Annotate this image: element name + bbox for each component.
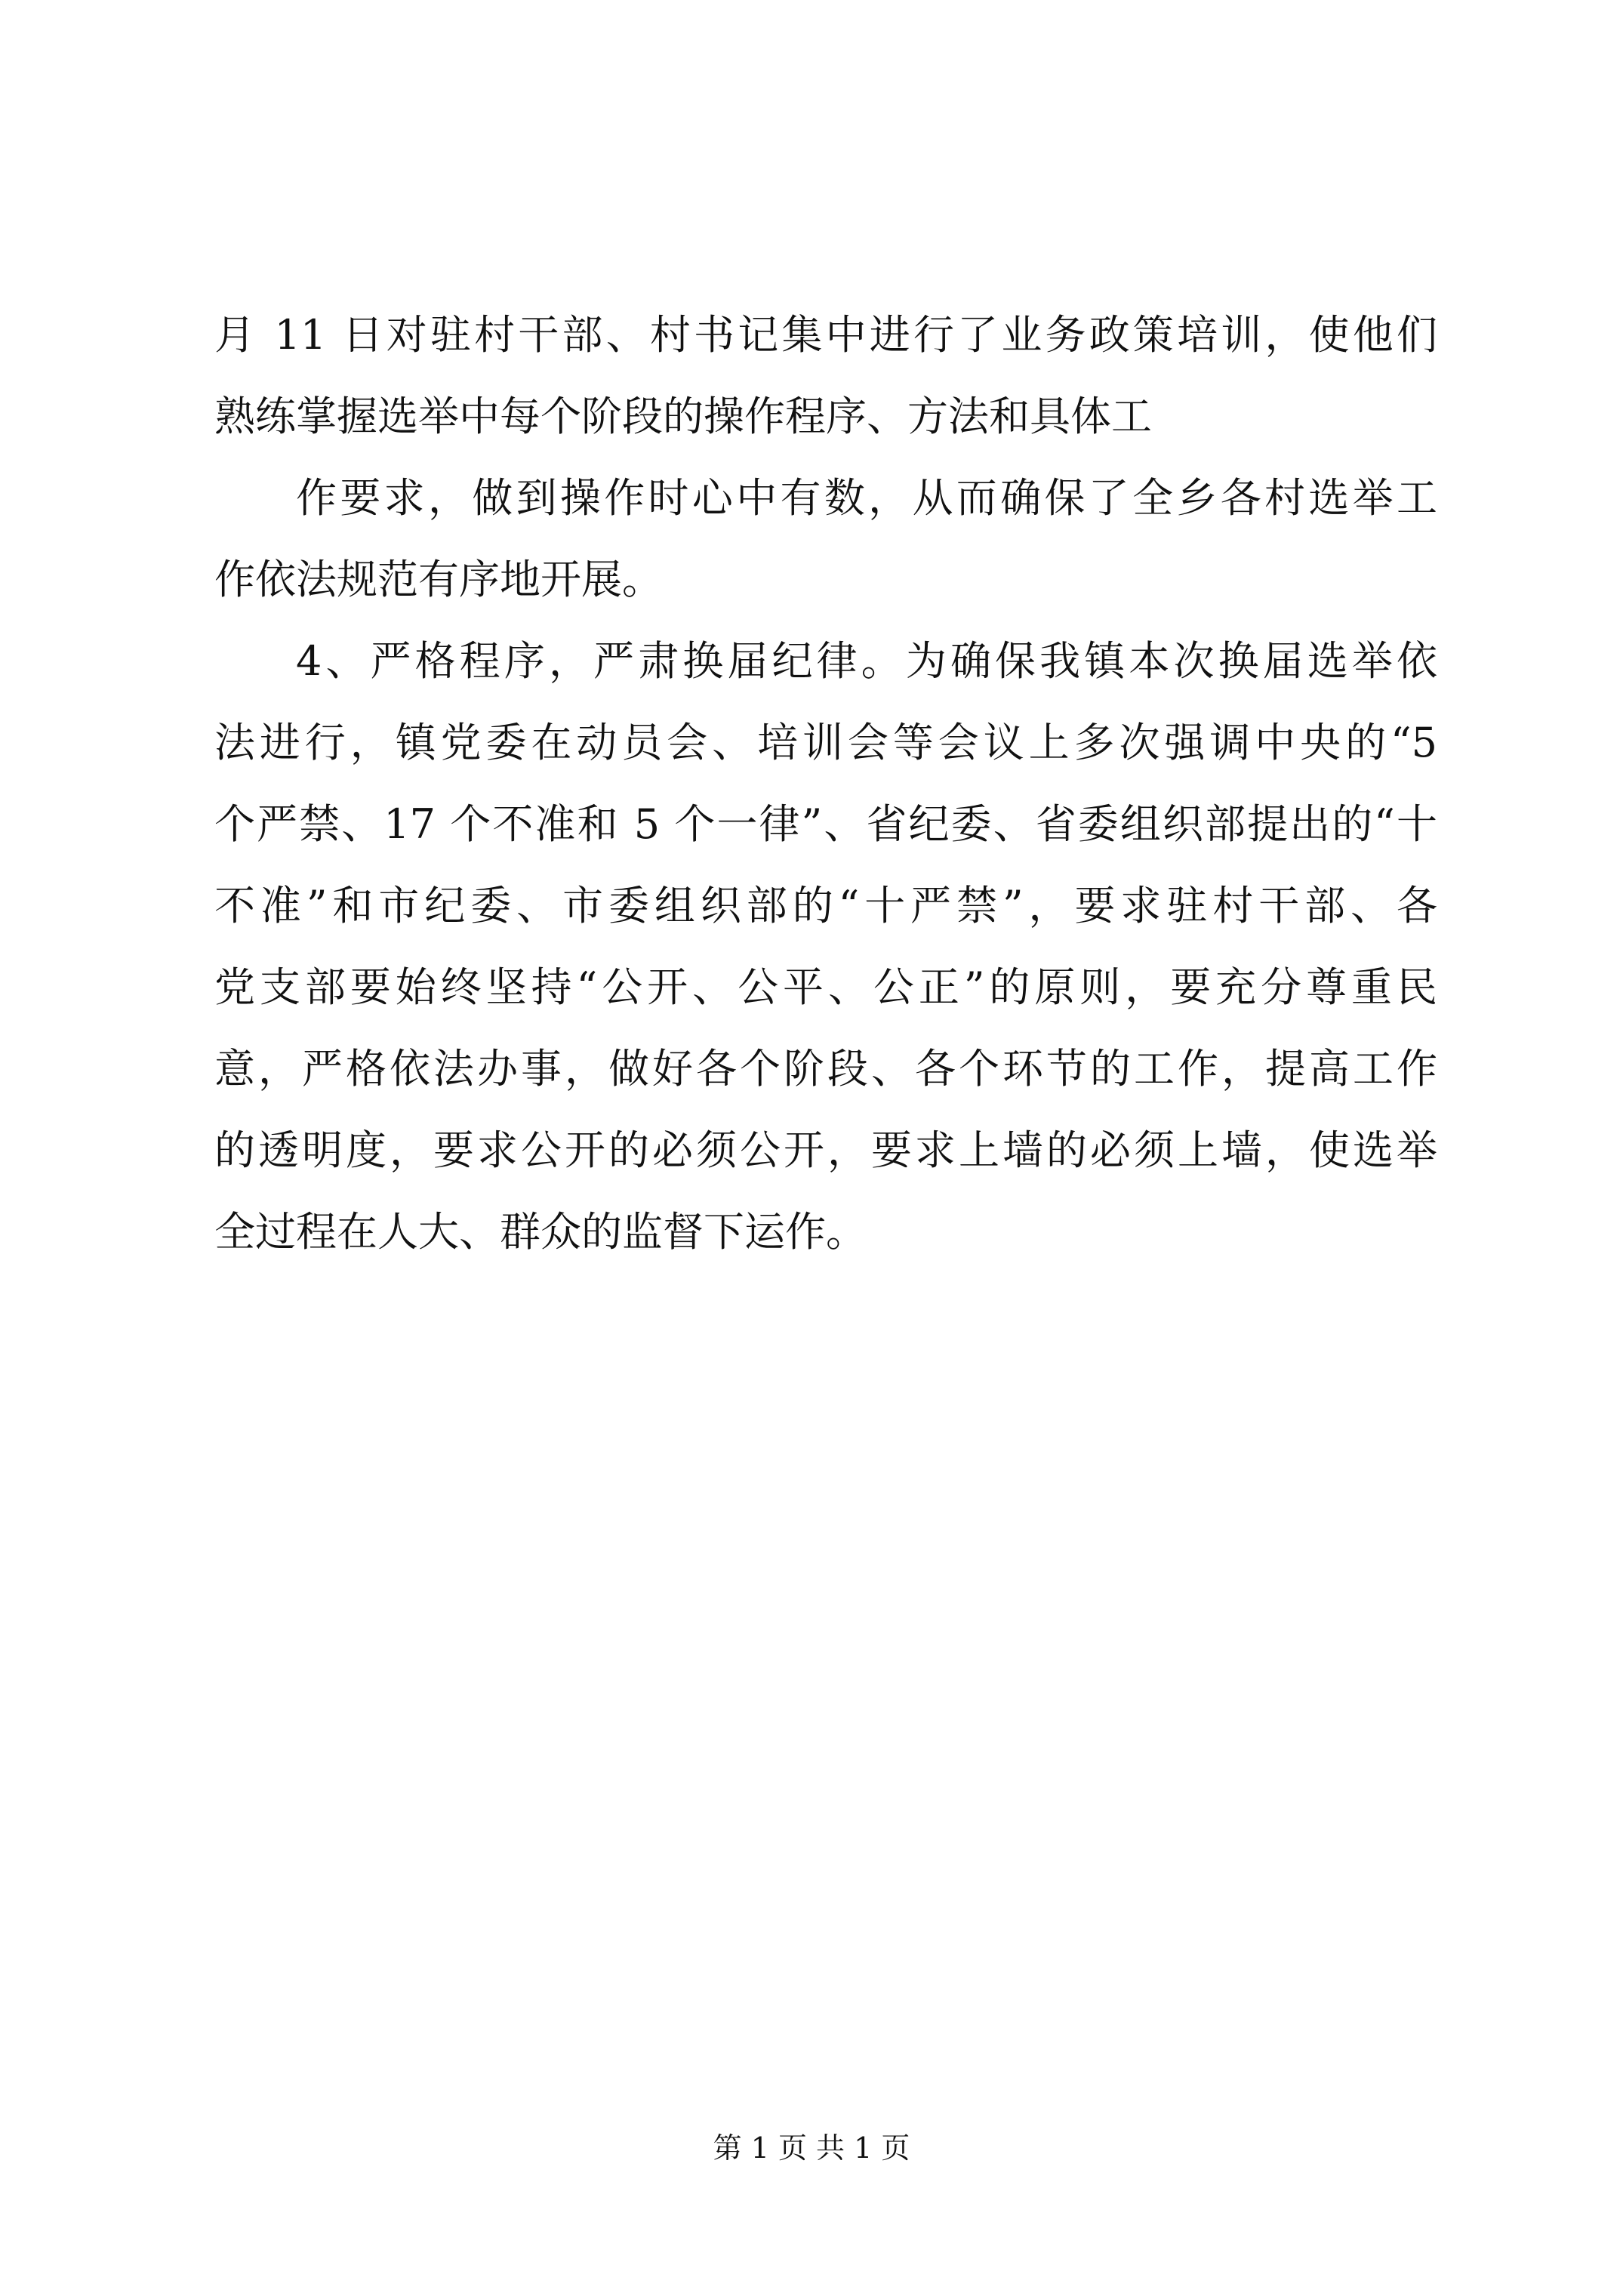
paragraph-start-line: 4、严格程序，严肃换届纪律。为确保我镇本次换届选举依 [296,637,1437,685]
text-line: 法进行，镇党委在动员会、培训会等会议上多次强调中央的“5 [214,719,1437,766]
text-line: 作依法规范有序地开展。 [214,556,663,603]
page-footer: 第 1 页 共 1 页 [713,2131,910,2165]
text-line: 全过程在人大、群众的监督下运作。 [214,1208,867,1256]
document-body [214,294,1437,1273]
text-line: 意，严格依法办事，做好各个阶段、各个环节的工作，提高工作 [214,1045,1437,1093]
paragraph-start-line: 作要求，做到操作时心中有数，从而确保了全乡各村选举工 [296,474,1437,522]
text-line: 熟练掌握选举中每个阶段的操作程序、方法和具体工 [214,393,1152,440]
text-line: 不准”和市纪委、市委组织部的“十严禁”，要求驻村干部、各 [214,882,1437,929]
text-line: 个严禁、17 个不准和 5 个一律”、省纪委、省委组织部提出的“十 [214,800,1437,848]
text-line: 月 11 日对驻村干部、村书记集中进行了业务政策培训，使他们 [214,311,1437,359]
text-line: 党支部要始终坚持“公开、公平、公正”的原则，要充分尊重民 [214,963,1437,1011]
text-line: 的透明度，要求公开的必须公开，要求上墙的必须上墙，使选举 [214,1126,1437,1174]
